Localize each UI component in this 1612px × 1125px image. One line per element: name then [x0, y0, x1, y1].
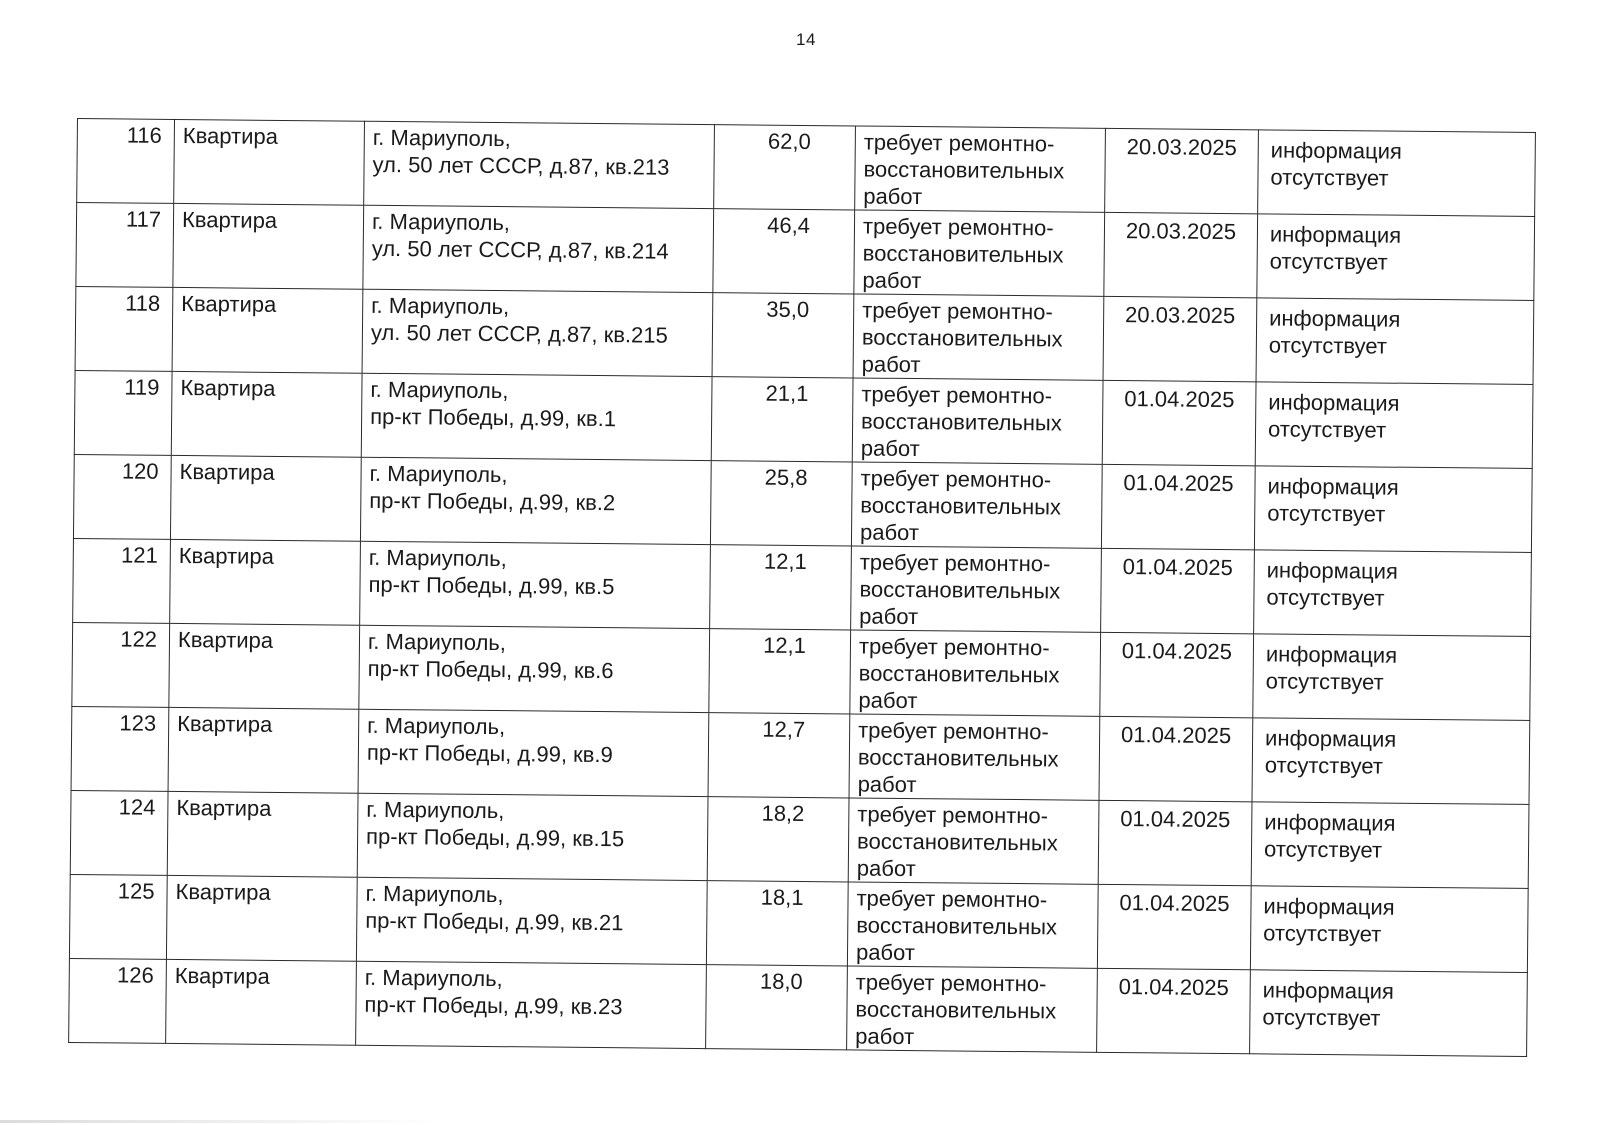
property-type-cell: [170, 539, 361, 625]
area-value: 62,0: [767, 128, 811, 155]
address-cell: [362, 289, 713, 376]
date-cell: [1098, 800, 1252, 885]
property-table-container: [68, 118, 1535, 1057]
info-line: отсутствует: [1266, 584, 1385, 611]
info-cell: [1254, 550, 1532, 637]
date-cell: [1097, 884, 1251, 969]
date-value: 01.04.2025: [1120, 806, 1231, 833]
property-type-cell: [168, 707, 359, 793]
area-value: 12,1: [763, 632, 807, 659]
condition-line: требует ремонтно-: [862, 297, 1053, 325]
condition-line: восстановительных: [862, 240, 1064, 268]
property-type-cell: [169, 623, 360, 709]
date-cell: [1102, 380, 1256, 465]
address-street: ул. 50 лет СССР, д.87, кв.213: [372, 151, 670, 180]
row-number: 125: [117, 878, 155, 904]
area-cell: [710, 461, 852, 546]
date-value: 01.04.2025: [1120, 722, 1232, 749]
address-city: г. Мариуполь,: [372, 124, 511, 152]
address-city: г. Мариуполь,: [371, 292, 510, 320]
info-line: информация: [1262, 977, 1394, 1004]
area-cell: [706, 881, 848, 966]
info-cell: [1255, 382, 1533, 469]
address-street: пр-кт Победы, д.99, кв.21: [365, 907, 624, 936]
address-city: г. Мариуполь,: [368, 544, 507, 572]
property-type: Квартира: [181, 207, 278, 233]
condition-line: требует ремонтно-: [859, 549, 1051, 577]
table-row: [77, 119, 1536, 217]
date-cell: [1105, 128, 1259, 213]
area-cell: [711, 377, 853, 462]
address-street: пр-кт Победы, д.99, кв.2: [369, 487, 616, 516]
property-type-cell: [167, 791, 358, 877]
condition-line: восстановительных: [859, 576, 1061, 604]
table-row: [75, 286, 1534, 384]
condition-cell: [850, 630, 1101, 716]
address-street: пр-кт Победы, д.99, кв.9: [366, 739, 613, 768]
condition-line: работ: [863, 183, 923, 210]
area-value: 18,2: [761, 800, 805, 827]
row-number: 126: [116, 962, 154, 988]
condition-line: требует ремонтно-: [855, 969, 1047, 997]
info-line: отсутствует: [1268, 332, 1388, 359]
condition-cell: [851, 546, 1102, 632]
date-cell: [1103, 296, 1257, 381]
date-cell: [1099, 716, 1253, 801]
address-city: г. Мариуполь,: [367, 628, 507, 656]
area-cell: [710, 545, 852, 630]
condition-cell: [849, 714, 1100, 800]
condition-line: восстановительных: [857, 744, 1059, 772]
date-value: 20.03.2025: [1125, 218, 1237, 245]
row-number: 119: [124, 374, 160, 400]
table-row: [71, 706, 1530, 804]
table-row: [73, 454, 1532, 552]
table-row: [70, 790, 1529, 888]
condition-line: требует ремонтно-: [858, 717, 1049, 745]
condition-line: работ: [859, 603, 919, 630]
address-street: пр-кт Победы, д.99, кв.15: [365, 823, 625, 852]
info-cell: [1251, 802, 1529, 889]
area-value: 12,1: [763, 548, 807, 575]
condition-line: восстановительных: [858, 660, 1060, 688]
date-value: 01.04.2025: [1124, 386, 1235, 413]
address-cell: [356, 961, 707, 1048]
property-type: Квартира: [182, 123, 279, 149]
row-number-cell: [73, 454, 171, 539]
row-number: 117: [125, 206, 162, 232]
info-line: информация: [1265, 641, 1398, 668]
date-value: 01.04.2025: [1123, 470, 1234, 497]
info-line: отсутствует: [1265, 668, 1384, 695]
area-cell: [707, 797, 849, 882]
property-type: Квартира: [174, 962, 270, 989]
address-street: ул. 50 лет СССР, д.87, кв.214: [371, 235, 669, 264]
condition-line: требует ремонтно-: [862, 213, 1054, 241]
date-value: 01.04.2025: [1122, 554, 1233, 581]
property-type-cell: [171, 371, 362, 457]
info-line: отсутствует: [1267, 416, 1387, 443]
row-number: 116: [126, 122, 162, 148]
date-value: 01.04.2025: [1121, 638, 1233, 665]
condition-line: восстановительных: [861, 324, 1063, 352]
condition-cell: [847, 966, 1098, 1052]
table-row: [74, 370, 1533, 468]
address-cell: [364, 121, 715, 208]
condition-cell: [854, 210, 1105, 296]
address-cell: [360, 457, 711, 544]
condition-line: работ: [856, 855, 916, 882]
condition-line: работ: [855, 939, 916, 966]
date-cell: [1104, 212, 1258, 297]
area-cell: [708, 713, 850, 798]
condition-line: работ: [860, 435, 920, 462]
row-number: 118: [125, 290, 161, 316]
row-number-cell: [76, 203, 174, 288]
condition-cell: [855, 126, 1106, 212]
condition-line: работ: [862, 267, 922, 294]
info-cell: [1257, 214, 1535, 301]
row-number: 121: [120, 542, 158, 568]
address-street: пр-кт Победы, д.99, кв.6: [367, 655, 614, 684]
address-cell: [361, 373, 712, 460]
info-cell: [1252, 718, 1530, 805]
date-cell: [1100, 632, 1254, 717]
condition-line: требует ремонтно-: [858, 633, 1050, 661]
address-city: г. Мариуполь,: [365, 880, 504, 908]
area-value: 18,1: [760, 884, 804, 911]
condition-cell: [852, 378, 1103, 464]
address-city: г. Мариуполь,: [369, 460, 508, 488]
info-line: информация: [1266, 557, 1399, 584]
row-number: 122: [120, 626, 158, 652]
area-cell: [713, 209, 855, 294]
info-cell: [1253, 634, 1531, 721]
property-type: Квартира: [175, 878, 271, 905]
address-street: пр-кт Победы, д.99, кв.23: [364, 991, 623, 1020]
info-line: информация: [1270, 137, 1403, 164]
condition-line: восстановительных: [856, 828, 1058, 856]
area-value: 46,4: [767, 212, 811, 239]
date-value: 01.04.2025: [1119, 890, 1230, 917]
property-type: Квартира: [177, 710, 273, 737]
condition-line: восстановительных: [860, 492, 1062, 520]
condition-line: восстановительных: [855, 996, 1057, 1024]
table-row: [76, 203, 1535, 301]
info-line: отсутствует: [1263, 920, 1382, 947]
row-number: 124: [118, 794, 156, 820]
condition-line: требует ремонтно-: [860, 465, 1052, 493]
condition-cell: [853, 294, 1104, 380]
condition-line: работ: [859, 519, 920, 546]
info-cell: [1250, 970, 1528, 1057]
condition-line: требует ремонтно-: [857, 801, 1049, 829]
info-line: отсутствует: [1267, 500, 1386, 527]
date-cell: [1101, 464, 1255, 549]
date-cell: [1101, 548, 1255, 633]
condition-line: работ: [861, 351, 921, 378]
info-line: отсутствует: [1263, 836, 1383, 863]
condition-line: требует ремонтно-: [856, 885, 1048, 913]
info-line: информация: [1263, 893, 1395, 920]
address-street: ул. 50 лет СССР, д.87, кв.215: [370, 319, 668, 348]
row-number-cell: [70, 790, 168, 875]
condition-line: требует ремонтно-: [863, 129, 1055, 157]
area-value: 12,7: [762, 716, 806, 743]
info-line: информация: [1269, 221, 1402, 248]
property-type: Квартира: [179, 459, 275, 485]
area-value: 35,0: [766, 296, 810, 323]
property-type-cell: [174, 119, 365, 205]
info-line: отсутствует: [1264, 752, 1383, 779]
date-cell: [1097, 968, 1251, 1053]
property-type: Квартира: [178, 542, 275, 569]
property-type-cell: [173, 203, 364, 289]
address-street: пр-кт Победы, д.99, кв.5: [368, 571, 615, 600]
date-value: 01.04.2025: [1118, 974, 1229, 1001]
area-cell: [709, 629, 851, 714]
row-number-cell: [73, 538, 171, 623]
table-row: [72, 622, 1531, 720]
row-number-cell: [71, 706, 169, 791]
row-number-cell: [69, 958, 167, 1043]
page-number: 14: [796, 30, 816, 49]
address-city: г. Мариуполь,: [370, 376, 509, 404]
property-type: Квартира: [176, 794, 272, 821]
property-type: Квартира: [177, 626, 274, 653]
address-cell: [360, 541, 711, 628]
condition-line: восстановительных: [861, 408, 1062, 436]
table-row: [73, 538, 1532, 636]
date-value: 20.03.2025: [1126, 134, 1237, 161]
address-city: г. Мариуполь,: [367, 712, 506, 740]
address-cell: [356, 877, 707, 964]
property-table: [68, 118, 1536, 1057]
row-number-cell: [72, 622, 170, 707]
condition-line: работ: [858, 687, 918, 714]
condition-cell: [851, 462, 1102, 548]
info-cell: [1254, 466, 1532, 553]
info-line: информация: [1264, 809, 1396, 836]
info-line: информация: [1269, 305, 1401, 332]
info-cell: [1250, 886, 1528, 973]
row-number: 120: [121, 458, 159, 484]
property-type-cell: [166, 959, 357, 1045]
row-number: 123: [119, 710, 157, 736]
area-value: 25,8: [764, 464, 808, 491]
property-type: Квартира: [180, 375, 276, 401]
row-number-cell: [74, 370, 172, 455]
info-cell: [1258, 130, 1536, 217]
condition-line: требует ремонтно-: [861, 381, 1053, 409]
condition-line: работ: [855, 1023, 915, 1050]
address-city: г. Мариуполь,: [371, 208, 511, 236]
address-cell: [358, 709, 709, 796]
property-type-cell: [172, 287, 363, 373]
info-line: отсутствует: [1270, 164, 1389, 191]
info-line: отсутствует: [1269, 248, 1388, 275]
area-cell: [706, 965, 848, 1050]
property-type-cell: [170, 455, 361, 541]
condition-cell: [847, 882, 1098, 968]
address-city: г. Мариуполь,: [364, 964, 503, 992]
area-value: 18,0: [759, 968, 803, 995]
area-cell: [714, 125, 856, 210]
row-number-cell: [75, 286, 173, 371]
row-number-cell: [69, 874, 167, 959]
condition-line: восстановительных: [856, 912, 1058, 940]
info-line: информация: [1268, 389, 1400, 416]
table-row: [69, 874, 1528, 972]
row-number-cell: [77, 119, 175, 204]
area-cell: [712, 293, 854, 378]
address-cell: [357, 793, 708, 880]
info-cell: [1256, 298, 1534, 385]
condition-line: работ: [857, 771, 917, 798]
date-value: 20.03.2025: [1124, 302, 1236, 329]
property-type: Квартира: [181, 291, 277, 317]
scan-artifact: [0, 1120, 440, 1123]
condition-cell: [848, 798, 1099, 884]
property-type-cell: [166, 875, 357, 961]
table-row: [69, 958, 1528, 1056]
info-line: отсутствует: [1262, 1004, 1381, 1031]
info-line: информация: [1264, 725, 1397, 752]
address-cell: [359, 625, 710, 712]
condition-line: восстановительных: [863, 156, 1065, 184]
address-cell: [363, 205, 714, 292]
address-street: пр-кт Победы, д.99, кв.1: [370, 403, 617, 432]
area-value: 21,1: [765, 380, 809, 407]
address-city: г. Мариуполь,: [366, 796, 505, 824]
table-body: [69, 119, 1536, 1057]
info-line: информация: [1267, 473, 1399, 500]
